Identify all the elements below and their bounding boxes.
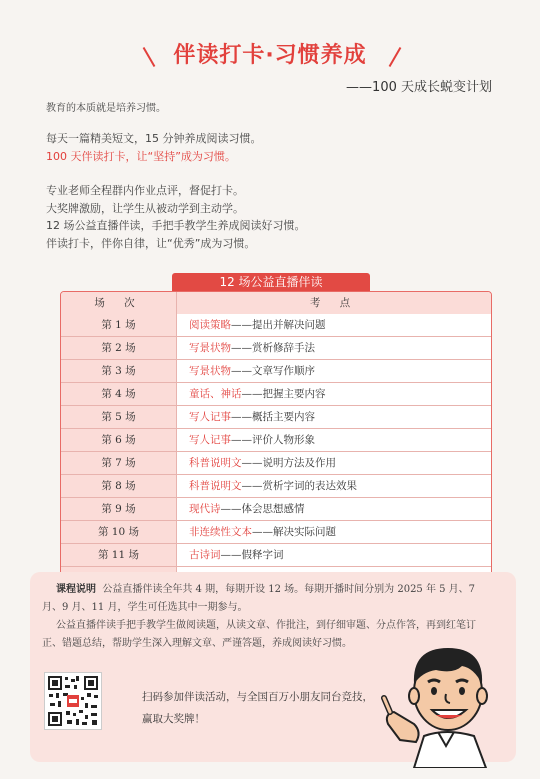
session-cell: 第 7 场 <box>61 452 177 474</box>
session-cell: 第 10 场 <box>61 521 177 543</box>
table-row <box>61 405 491 428</box>
topic-detail: ——概括主要内容 <box>231 411 315 423</box>
header-session: 场 次 <box>61 292 177 314</box>
topic-cell <box>177 544 491 566</box>
schedule-table <box>60 291 492 590</box>
page-title: 伴读打卡·习惯养成 <box>173 43 367 68</box>
topic-cell <box>177 475 491 497</box>
topic-cell <box>177 406 491 428</box>
scan-invite <box>142 686 373 730</box>
paragraph-two-line3: 12 场公益直播伴读，手把手教学生养成阅读好习惯。 <box>46 219 306 232</box>
qr-code[interactable] <box>44 672 102 730</box>
topic-key: 写景状物 <box>189 365 231 377</box>
topic-detail: ——文章写作顺序 <box>231 365 315 377</box>
notes-label: 课程说明 <box>56 584 96 595</box>
topic-key: 童话、神话 <box>189 388 242 400</box>
topic-key: 写人记事 <box>189 434 231 446</box>
topic-detail: ——体会思想感情 <box>220 503 305 515</box>
topic-key: 古诗词 <box>189 549 221 561</box>
intro-line: 教育的本质就是培养习惯。 <box>46 103 166 114</box>
topic-cell <box>177 452 491 474</box>
topic-detail: ——赏析字词的表达效果 <box>241 480 357 492</box>
notes-p2: 公益直播伴读手把手教学生做阅读题，从读文章、作批注，到仔细审题、分点作答，再到红笔订正、错题总结，帮助学生深入理解文章、严谨答题，养成阅读好习惯。 <box>42 620 476 649</box>
session-cell: 第 3 场 <box>61 360 177 382</box>
scan-line1: 扫码参加伴读活动，与全国百万小朋友同台竞技， <box>142 691 373 703</box>
table-row <box>61 359 491 382</box>
topic-key: 阅读策略 <box>189 319 231 331</box>
table-row <box>61 336 491 359</box>
topic-key: 写景状物 <box>189 342 231 354</box>
paragraph-one-line1: 每天一篇精美短文，15 分钟养成阅读习惯。 <box>46 132 262 145</box>
table-row <box>61 428 491 451</box>
topic-cell <box>177 521 491 543</box>
header-topic: 考 点 <box>309 297 359 309</box>
session-cell: 第 9 场 <box>61 498 177 520</box>
paragraph-two <box>46 182 306 252</box>
table-row <box>61 497 491 520</box>
topic-key: 科普说明文 <box>189 457 242 469</box>
topic-detail: ——赏析修辞手法 <box>231 342 315 354</box>
topic-detail: ——假释字词 <box>220 549 284 561</box>
topic-cell <box>177 314 491 336</box>
table-header-row <box>61 292 491 314</box>
table-row <box>61 451 491 474</box>
session-cell: 第 11 场 <box>61 544 177 566</box>
topic-cell <box>177 383 491 405</box>
topic-detail: ——把握主要内容 <box>241 388 326 400</box>
topic-detail: ——提出并解决问题 <box>231 319 326 331</box>
session-cell: 第 2 场 <box>61 337 177 359</box>
session-cell: 第 4 场 <box>61 383 177 405</box>
title-wrap <box>0 38 540 69</box>
topic-detail: ——评价人物形象 <box>231 434 315 446</box>
table-row <box>61 382 491 405</box>
paragraph-one <box>46 130 262 165</box>
notes-p1: 公益直播伴读全年共 4 期，每期开设 12 场。每期开播时间分别为 2025 年 5 月、7 月、9 月、11 月，学生可任选其中一期参与。 <box>42 584 476 613</box>
topic-key: 非连续性文本 <box>189 526 252 538</box>
paragraph-one-line2: 100 天伴读打卡，让“坚持”成为习惯。 <box>46 149 236 163</box>
session-cell: 第 1 场 <box>61 314 177 336</box>
topic-cell <box>177 498 491 520</box>
session-cell: 第 8 场 <box>61 475 177 497</box>
table-row <box>61 314 491 336</box>
scan-line2: 赢取大奖牌！ <box>142 713 205 725</box>
table-row <box>61 520 491 543</box>
page-subtitle: ——100 天成长蜕变计划 <box>346 80 492 95</box>
topic-key: 科普说明文 <box>189 480 242 492</box>
mascot-boy-illustration <box>376 628 516 768</box>
topic-cell <box>177 360 491 382</box>
notes-para-one <box>42 581 488 617</box>
topic-key: 写人记事 <box>189 411 231 423</box>
table-banner: 12 场公益直播伴读 <box>172 273 370 292</box>
topic-cell <box>177 429 491 451</box>
paragraph-two-line4: 伴读打卡，伴你自律，让“优秀”成为习惯。 <box>46 236 256 250</box>
session-cell: 第 5 场 <box>61 406 177 428</box>
paragraph-two-line1: 专业老师全程群内作业点评，督促打卡。 <box>46 184 244 197</box>
table-row <box>61 543 491 566</box>
topic-detail: ——说明方法及作用 <box>241 457 336 469</box>
topic-detail: ——解决实际问题 <box>252 526 336 538</box>
session-cell: 第 6 场 <box>61 429 177 451</box>
paragraph-two-line2: 大奖牌激励，让学生从被动学到主动学。 <box>46 201 244 215</box>
topic-key: 现代诗 <box>189 503 221 515</box>
table-row <box>61 474 491 497</box>
topic-cell <box>177 337 491 359</box>
